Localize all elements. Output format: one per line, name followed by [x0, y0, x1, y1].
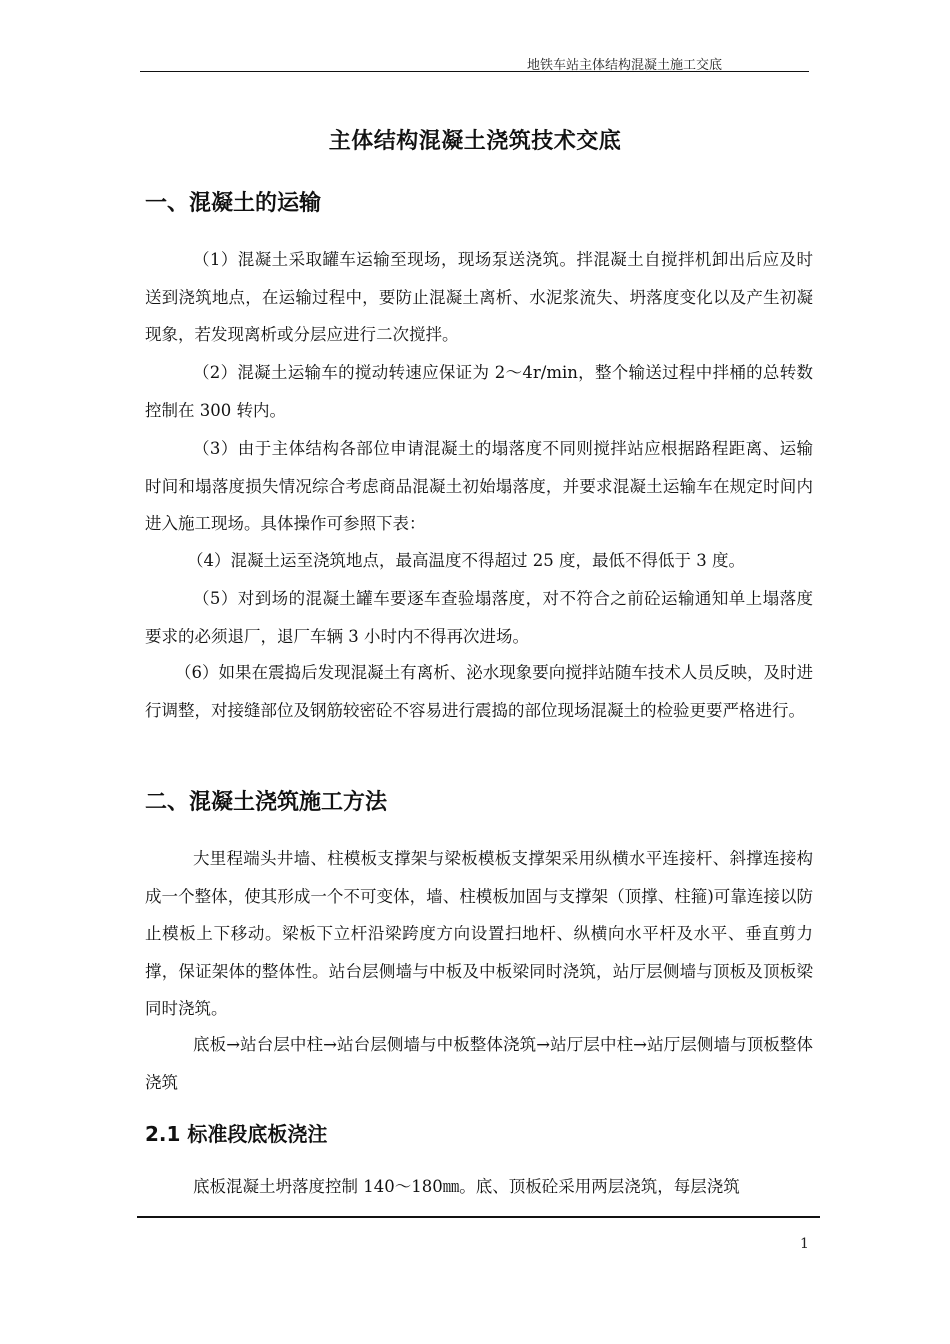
section-1-item-4: （4）混凝土运至浇筑地点，最高温度不得超过 25 度，最低不得低于 3 度。: [187, 551, 745, 570]
header-divider: [140, 71, 809, 72]
document-title: 主体结构混凝土浇筑技术交底: [328, 129, 622, 154]
page-number: 1: [800, 1236, 809, 1252]
footer-divider: [137, 1216, 820, 1218]
section-1-item-6: （6）如果在震捣后发现混凝土有离析、泌水现象要向搅拌站随车技术人员反映，及时进行调整，对接缝部位及钢筋较密砼不容易进行震捣的部位现场混凝土的检验更要严格进行。: [145, 663, 813, 720]
section-1-item-3: （3）由于主体结构各部位申请混凝土的塌落度不同则搅拌站应根据路程距离、运输时间和塌落度损失情况综合考虑商品混凝土初始塌落度，并要求混凝土运输车在规定时间内进入施工现场。具体操作可参照下表：: [145, 439, 813, 534]
section-2-1-heading: 2.1 标准段底板浇注: [145, 1122, 328, 1146]
section-1-item-5: （5）对到场的混凝土罐车要逐车查验塌落度，对不符合之前砼运输通知单上塌落度要求的必须退厂，退厂车辆 3 小时内不得再次进场。: [145, 589, 813, 646]
section-2-heading: 二、混凝土浇筑施工方法: [145, 790, 388, 815]
section-1-item-2: （2）混凝土运输车的搅动转速应保证为 2～4r/min，整个输送过程中拌桶的总转数控制在 300 转内。: [145, 363, 813, 420]
section-1-item-1: （1）混凝土采取罐车运输至现场，现场泵送浇筑。拌混凝土自搅拌机卸出后应及时送到浇筑地点，在运输过程中，要防止混凝土离析、水泥浆流失、坍落度变化以及产生初凝现象，若发现离析或分层应进行二次搅拌。: [145, 250, 813, 345]
section-1-heading: 一、混凝土的运输: [145, 191, 322, 216]
running-header: 地铁车站主体结构混凝土施工交底: [526, 58, 722, 73]
section-2-1-paragraph-1: 底板混凝土坍落度控制 140～180㎜。底、顶板砼采用两层浇筑，每层浇筑: [193, 1177, 740, 1196]
section-2-paragraph-1: 大里程端头井墙、柱模板支撑架与梁板模板支撑架采用纵横水平连接杆、斜撑连接构成一个整体，使其形成一个不可变体，墙、柱模板加固与支撑架（顶撑、柱箍)可靠连接以防止模板上下移动。梁板下立杆沿梁跨度方向设置扫地杆、纵横向水平杆及水平、垂直剪力撑，保证架体的整体性。站台层侧墙与中板及中板梁同时浇筑，站厅层侧墙与顶板及顶板梁同时浇筑。: [145, 849, 813, 1019]
section-2-paragraph-2: 底板→站台层中柱→站台层侧墙与中板整体浇筑→站厅层中柱→站厅层侧墙与顶板整体浇筑: [145, 1035, 813, 1092]
